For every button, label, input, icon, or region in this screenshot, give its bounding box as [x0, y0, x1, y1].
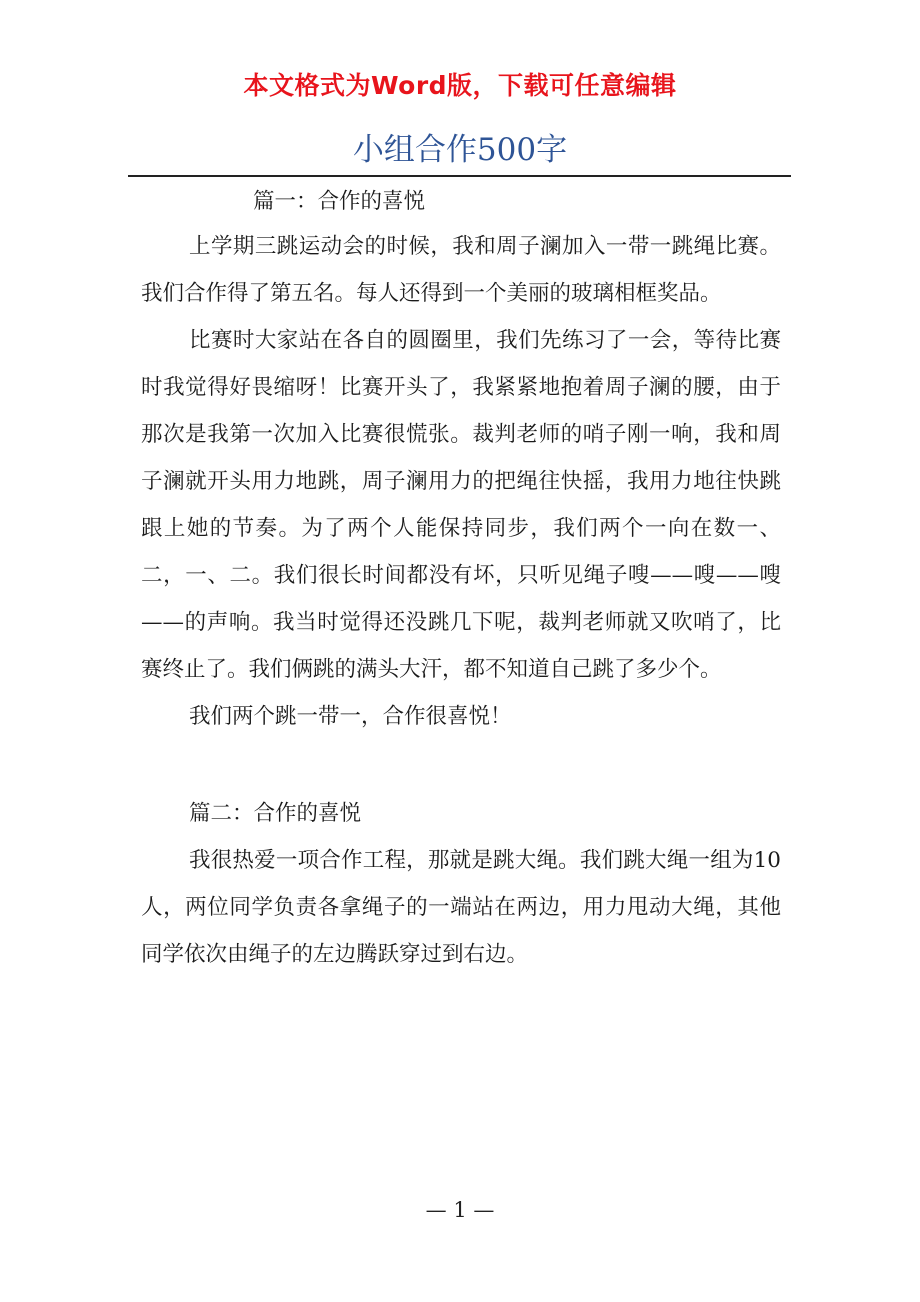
document-title: 小组合作500字 — [352, 132, 568, 168]
section-heading-2: 篇二：合作的喜悦 — [189, 801, 362, 826]
section-spacer — [141, 740, 781, 790]
section-2-paragraph-1: 我很热爱一项合作工程，那就是跳大绳。我们跳大绳一组为10人，两位同学负责各拿绳子的一端站在两边，用力甩动大绳，其他同学依次由绳子的左边腾跃穿过到右边。 — [141, 848, 781, 967]
section-heading-1: 篇一：合作的喜悦 — [253, 189, 426, 214]
document-body — [141, 180, 781, 978]
section-1-paragraph-3: 我们两个跳一带一，合作很喜悦！ — [189, 704, 512, 729]
page-number: — 1 — — [425, 1198, 495, 1222]
section-1-paragraph-1: 上学期三跳运动会的时候，我和周子澜加入一带一跳绳比赛。我们合作得了第五名。每人还得到一个美丽的玻璃相框奖品。 — [141, 234, 781, 306]
download-banner: 本文格式为Word版，下载可任意编辑 — [243, 71, 677, 100]
section-1-paragraph-2: 比赛时大家站在各自的圆圈里，我们先练习了一会，等待比赛时我觉得好畏缩呀！比赛开头了，我紧紧地抱着周子澜的腰，由于那次是我第一次加入比赛很慌张。裁判老师的哨子刚一响，我和周子澜就开头用力地跳，周子澜用力的把绳往快摇，我用力地往快跳跟上她的节奏。为了两个人能保持同步，我们两个一向在数一、二，一、二。我们很长时间都没有坏，只听见绳子嗖——嗖——嗖——的声响。我当时觉得还没跳几下呢，裁判老师就又吹哨了，比赛终止了。我们俩跳的满头大汗，都不知道自己跳了多少个。 — [141, 328, 781, 682]
title-divider — [128, 175, 791, 177]
